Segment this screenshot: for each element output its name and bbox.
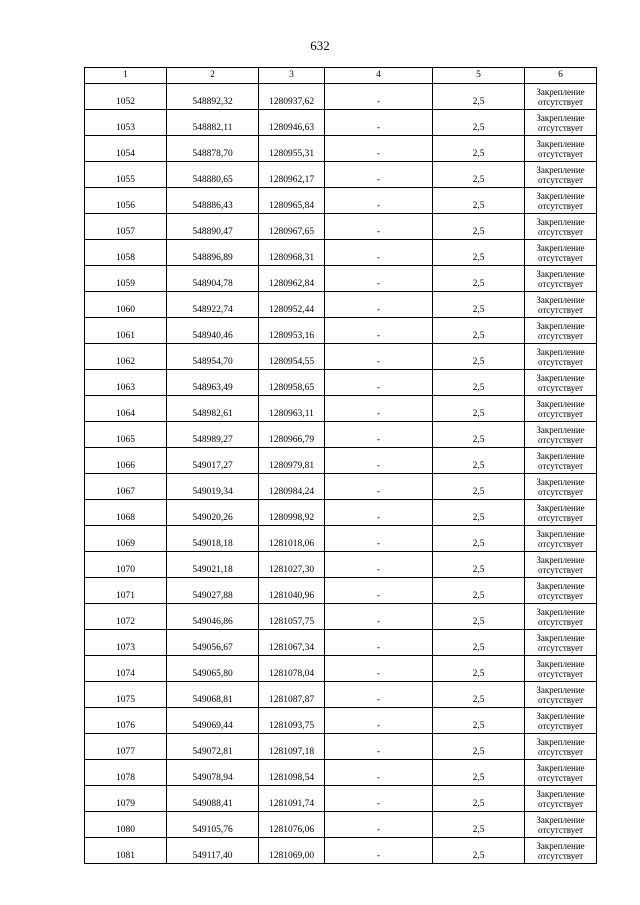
point-number-cell: 1075 [85,682,167,708]
precision-cell: 2,5 [433,448,525,474]
method-cell: - [325,630,433,656]
precision-cell: 2,5 [433,110,525,136]
table-row [85,188,597,214]
point-number-cell: 1069 [85,526,167,552]
y-coordinate-cell: 1280962,84 [259,266,325,292]
fixing-note-cell: Закрепление отсутствует [525,708,597,734]
column-header-4: 4 [325,68,433,84]
fixing-note-cell: Закрепление отсутствует [525,344,597,370]
precision-cell: 2,5 [433,838,525,864]
method-cell: - [325,240,433,266]
table-row [85,344,597,370]
fixing-note-cell: Закрепление отсутствует [525,136,597,162]
x-coordinate-cell: 548940,46 [167,318,259,344]
point-number-cell: 1078 [85,760,167,786]
x-coordinate-cell: 548878,70 [167,136,259,162]
y-coordinate-cell: 1281098,54 [259,760,325,786]
method-cell: - [325,396,433,422]
precision-cell: 2,5 [433,734,525,760]
method-cell: - [325,656,433,682]
method-cell: - [325,786,433,812]
y-coordinate-cell: 1281069,00 [259,838,325,864]
table-row [85,578,597,604]
table-row [85,448,597,474]
table-row [85,318,597,344]
y-coordinate-cell: 1281097,18 [259,734,325,760]
precision-cell: 2,5 [433,578,525,604]
column-header-5: 5 [433,68,525,84]
x-coordinate-cell: 549088,41 [167,786,259,812]
fixing-note-cell: Закрепление отсутствует [525,84,597,110]
fixing-note-cell: Закрепление отсутствует [525,188,597,214]
y-coordinate-cell: 1280967,65 [259,214,325,240]
fixing-note-cell: Закрепление отсутствует [525,292,597,318]
table-row [85,552,597,578]
method-cell: - [325,214,433,240]
point-number-cell: 1058 [85,240,167,266]
point-number-cell: 1067 [85,474,167,500]
y-coordinate-cell: 1281040,96 [259,578,325,604]
method-cell: - [325,682,433,708]
fixing-note-cell: Закрепление отсутствует [525,110,597,136]
y-coordinate-cell: 1280979,81 [259,448,325,474]
precision-cell: 2,5 [433,344,525,370]
y-coordinate-cell: 1280984,24 [259,474,325,500]
y-coordinate-cell: 1281027,30 [259,552,325,578]
point-number-cell: 1059 [85,266,167,292]
method-cell: - [325,448,433,474]
y-coordinate-cell: 1280955,31 [259,136,325,162]
point-number-cell: 1080 [85,812,167,838]
table-row [85,422,597,448]
precision-cell: 2,5 [433,656,525,682]
y-coordinate-cell: 1280966,79 [259,422,325,448]
method-cell: - [325,708,433,734]
point-number-cell: 1053 [85,110,167,136]
x-coordinate-cell: 549027,88 [167,578,259,604]
y-coordinate-cell: 1280963,11 [259,396,325,422]
method-cell: - [325,734,433,760]
precision-cell: 2,5 [433,812,525,838]
point-number-cell: 1065 [85,422,167,448]
fixing-note-cell: Закрепление отсутствует [525,448,597,474]
method-cell: - [325,188,433,214]
table-row [85,370,597,396]
point-number-cell: 1076 [85,708,167,734]
point-number-cell: 1052 [85,84,167,110]
x-coordinate-cell: 549069,44 [167,708,259,734]
precision-cell: 2,5 [433,318,525,344]
y-coordinate-cell: 1281076,06 [259,812,325,838]
y-coordinate-cell: 1281057,75 [259,604,325,630]
coordinates-table [84,67,597,864]
method-cell: - [325,838,433,864]
precision-cell: 2,5 [433,266,525,292]
fixing-note-cell: Закрепление отсутствует [525,630,597,656]
table-body [85,84,597,864]
point-number-cell: 1057 [85,214,167,240]
method-cell: - [325,292,433,318]
column-header-3: 3 [259,68,325,84]
y-coordinate-cell: 1281018,06 [259,526,325,552]
point-number-cell: 1066 [85,448,167,474]
point-number-cell: 1068 [85,500,167,526]
x-coordinate-cell: 549078,94 [167,760,259,786]
table-row [85,734,597,760]
table-row [85,630,597,656]
precision-cell: 2,5 [433,240,525,266]
precision-cell: 2,5 [433,708,525,734]
method-cell: - [325,760,433,786]
table-row [85,136,597,162]
point-number-cell: 1077 [85,734,167,760]
table-row [85,526,597,552]
fixing-note-cell: Закрепление отсутствует [525,266,597,292]
point-number-cell: 1054 [85,136,167,162]
fixing-note-cell: Закрепление отсутствует [525,214,597,240]
method-cell: - [325,136,433,162]
table-row [85,162,597,188]
precision-cell: 2,5 [433,136,525,162]
y-coordinate-cell: 1281087,87 [259,682,325,708]
precision-cell: 2,5 [433,760,525,786]
x-coordinate-cell: 549117,40 [167,838,259,864]
x-coordinate-cell: 549065,80 [167,656,259,682]
table-row [85,396,597,422]
fixing-note-cell: Закрепление отсутствует [525,500,597,526]
fixing-note-cell: Закрепление отсутствует [525,526,597,552]
column-header-6: 6 [525,68,597,84]
table-row [85,838,597,864]
precision-cell: 2,5 [433,370,525,396]
fixing-note-cell: Закрепление отсутствует [525,682,597,708]
precision-cell: 2,5 [433,682,525,708]
method-cell: - [325,604,433,630]
y-coordinate-cell: 1280953,16 [259,318,325,344]
x-coordinate-cell: 549056,67 [167,630,259,656]
y-coordinate-cell: 1280952,44 [259,292,325,318]
x-coordinate-cell: 548892,32 [167,84,259,110]
fixing-note-cell: Закрепление отсутствует [525,812,597,838]
method-cell: - [325,266,433,292]
x-coordinate-cell: 548963,49 [167,370,259,396]
precision-cell: 2,5 [433,604,525,630]
fixing-note-cell: Закрепление отсутствует [525,162,597,188]
precision-cell: 2,5 [433,84,525,110]
x-coordinate-cell: 549072,81 [167,734,259,760]
page-number: 632 [310,38,330,53]
fixing-note-cell: Закрепление отсутствует [525,474,597,500]
y-coordinate-cell: 1281093,75 [259,708,325,734]
precision-cell: 2,5 [433,474,525,500]
x-coordinate-cell: 549046,86 [167,604,259,630]
table-row [85,812,597,838]
precision-cell: 2,5 [433,526,525,552]
y-coordinate-cell: 1280962,17 [259,162,325,188]
method-cell: - [325,110,433,136]
method-cell: - [325,526,433,552]
precision-cell: 2,5 [433,422,525,448]
precision-cell: 2,5 [433,500,525,526]
precision-cell: 2,5 [433,292,525,318]
table-row [85,84,597,110]
point-number-cell: 1072 [85,604,167,630]
table-row [85,604,597,630]
x-coordinate-cell: 548922,74 [167,292,259,318]
point-number-cell: 1060 [85,292,167,318]
method-cell: - [325,474,433,500]
y-coordinate-cell: 1281067,34 [259,630,325,656]
point-number-cell: 1081 [85,838,167,864]
method-cell: - [325,552,433,578]
x-coordinate-cell: 549105,76 [167,812,259,838]
point-number-cell: 1071 [85,578,167,604]
table-row [85,760,597,786]
fixing-note-cell: Закрепление отсутствует [525,734,597,760]
y-coordinate-cell: 1280965,84 [259,188,325,214]
fixing-note-cell: Закрепление отсутствует [525,786,597,812]
method-cell: - [325,318,433,344]
table-row [85,266,597,292]
fixing-note-cell: Закрепление отсутствует [525,370,597,396]
table-row [85,786,597,812]
x-coordinate-cell: 548882,11 [167,110,259,136]
method-cell: - [325,162,433,188]
y-coordinate-cell: 1280968,31 [259,240,325,266]
fixing-note-cell: Закрепление отсутствует [525,578,597,604]
method-cell: - [325,500,433,526]
fixing-note-cell: Закрепление отсутствует [525,604,597,630]
point-number-cell: 1070 [85,552,167,578]
table-row [85,292,597,318]
fixing-note-cell: Закрепление отсутствует [525,396,597,422]
x-coordinate-cell: 549068,81 [167,682,259,708]
x-coordinate-cell: 549019,34 [167,474,259,500]
fixing-note-cell: Закрепление отсутствует [525,656,597,682]
method-cell: - [325,84,433,110]
point-number-cell: 1064 [85,396,167,422]
method-cell: - [325,422,433,448]
y-coordinate-cell: 1280958,65 [259,370,325,396]
point-number-cell: 1061 [85,318,167,344]
y-coordinate-cell: 1281078,04 [259,656,325,682]
y-coordinate-cell: 1280946,63 [259,110,325,136]
point-number-cell: 1063 [85,370,167,396]
y-coordinate-cell: 1281091,74 [259,786,325,812]
table-row [85,110,597,136]
precision-cell: 2,5 [433,786,525,812]
column-header-1: 1 [85,68,167,84]
table-row [85,656,597,682]
table-row [85,214,597,240]
x-coordinate-cell: 549017,27 [167,448,259,474]
x-coordinate-cell: 549021,18 [167,552,259,578]
table-row [85,682,597,708]
fixing-note-cell: Закрепление отсутствует [525,240,597,266]
x-coordinate-cell: 548954,70 [167,344,259,370]
point-number-cell: 1062 [85,344,167,370]
table-row [85,708,597,734]
method-cell: - [325,578,433,604]
precision-cell: 2,5 [433,630,525,656]
table-header-row [85,68,597,84]
table-row [85,500,597,526]
point-number-cell: 1056 [85,188,167,214]
x-coordinate-cell: 548886,43 [167,188,259,214]
precision-cell: 2,5 [433,396,525,422]
x-coordinate-cell: 548982,61 [167,396,259,422]
point-number-cell: 1074 [85,656,167,682]
method-cell: - [325,370,433,396]
x-coordinate-cell: 549018,18 [167,526,259,552]
x-coordinate-cell: 548880,65 [167,162,259,188]
point-number-cell: 1073 [85,630,167,656]
precision-cell: 2,5 [433,188,525,214]
fixing-note-cell: Закрепление отсутствует [525,838,597,864]
precision-cell: 2,5 [433,214,525,240]
method-cell: - [325,812,433,838]
method-cell: - [325,344,433,370]
x-coordinate-cell: 548989,27 [167,422,259,448]
fixing-note-cell: Закрепление отсутствует [525,318,597,344]
fixing-note-cell: Закрепление отсутствует [525,760,597,786]
table-row [85,474,597,500]
y-coordinate-cell: 1280998,92 [259,500,325,526]
x-coordinate-cell: 548896,89 [167,240,259,266]
column-header-2: 2 [167,68,259,84]
table-row [85,240,597,266]
y-coordinate-cell: 1280954,55 [259,344,325,370]
x-coordinate-cell: 548904,78 [167,266,259,292]
precision-cell: 2,5 [433,552,525,578]
fixing-note-cell: Закрепление отсутствует [525,422,597,448]
point-number-cell: 1079 [85,786,167,812]
point-number-cell: 1055 [85,162,167,188]
fixing-note-cell: Закрепление отсутствует [525,552,597,578]
x-coordinate-cell: 548890,47 [167,214,259,240]
precision-cell: 2,5 [433,162,525,188]
y-coordinate-cell: 1280937,62 [259,84,325,110]
x-coordinate-cell: 549020,26 [167,500,259,526]
